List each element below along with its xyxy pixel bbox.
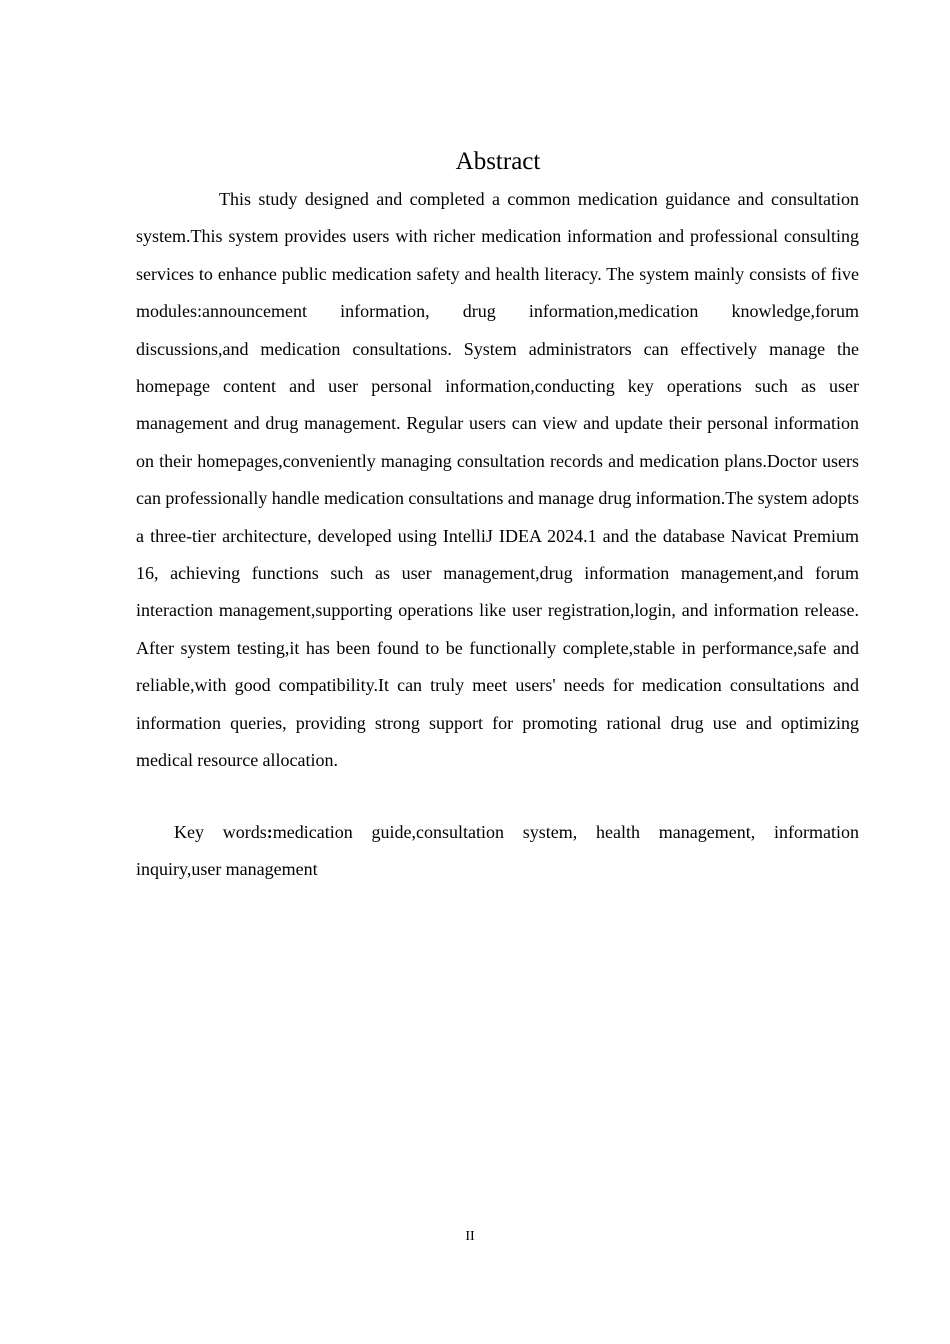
abstract-body: This study designed and completed a common medication guidance and consultation system.This system provides users with richer medication information and professional consulting services to enhance public medication safety and health literacy. The system mainly consists of five modules:announcement information, drug information,medication knowledge,forum discussions,and medication consultations. System administrators can effectively manage the homepage content and user personal information,conducting key operations such as user management and drug management. Regular users can view and update their personal information on their homepages,conveniently managing consultation records and medication plans.Doctor users can professionally handle medication consultations and manage drug information.The system adopts a three-tier architecture, developed using IntelliJ IDEA 2024.1 and the database Navicat Premium 16, achieving functions such as user management,drug information management,and forum interaction management,supporting operations like user registration,login, and information release. After system testing,it has been found to be functionally complete,stable in performance,safe and reliable,with good compatibility.It can truly meet users' needs for medication consultations and information queries, providing strong support for promoting rational drug use and optimizing medical resource allocation. <box>136 189 859 771</box>
page-number: II <box>465 1229 475 1244</box>
abstract-title: Abstract <box>455 148 541 175</box>
keywords-paragraph <box>136 814 859 889</box>
keywords-list: medication guide,consultation system, health management, information inquiry,user management <box>136 822 859 880</box>
keywords-colon: : <box>266 822 273 842</box>
keywords-label: Key words <box>174 822 267 842</box>
